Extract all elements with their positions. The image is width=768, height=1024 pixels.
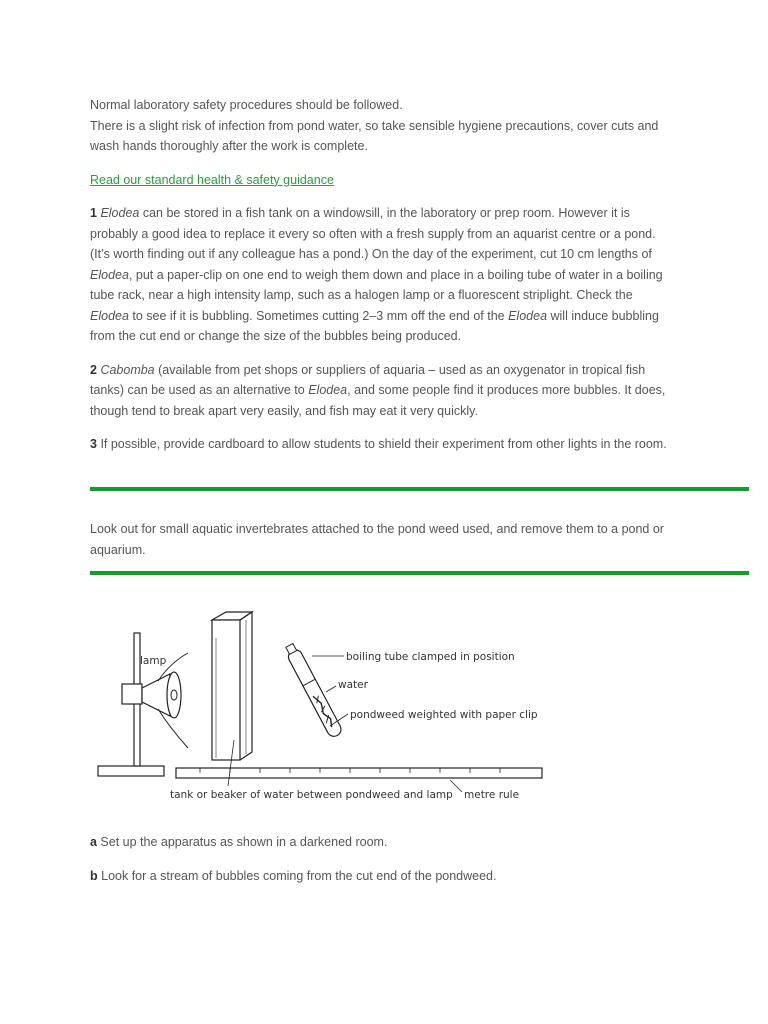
step-b-text: Look for a stream of bubbles coming from the cut end of the pondweed. <box>97 869 497 883</box>
divider-top <box>90 487 749 491</box>
step-a-text: Set up the apparatus as shown in a darkened room. <box>96 835 388 849</box>
note-text-segment: , and some people find it produces more bubbles. It does, though tend to break apart very easily, and fish may eat it very quickly. <box>90 383 666 418</box>
apparatus-diagram <box>90 608 550 808</box>
metre-rule <box>176 768 542 778</box>
health-safety-link[interactable]: Read our standard health & safety guidance <box>90 172 334 187</box>
step-a-letter: a <box>90 835 97 849</box>
stand-base <box>98 766 164 776</box>
species-name: Elodea <box>308 383 348 397</box>
note-3-text <box>100 437 666 451</box>
note-3 <box>90 434 670 455</box>
safety-line-2: There is a slight risk of infection from pond water, so take sensible hygiene precautions, cover cuts and wash hands thoroughly after the work is complete. <box>90 118 659 153</box>
species-name: Elodea <box>508 308 548 323</box>
note-text-segment: will induce bubbling from the cut end or change the size of the bubbles being produced. <box>90 308 659 343</box>
species-name: Elodea <box>100 206 140 220</box>
safety-line-1: Normal laboratory safety procedures should be followed. <box>90 98 403 112</box>
note-3-number: 3 <box>90 437 97 451</box>
species-name: Cabomba <box>100 362 155 377</box>
apparatus-svg <box>90 608 550 808</box>
lamp-shade <box>142 674 170 716</box>
main-content <box>90 95 670 455</box>
note-text-segment: (available from pet shops or suppliers of aquaria – used as an oxygenator in tropical fish tanks) can be used as an alternative to <box>90 362 646 397</box>
note-2 <box>90 360 670 422</box>
note-2-text <box>90 363 665 418</box>
note-text-segment: can be stored in a fish tank on a windowsill, in the laboratory or prep room. However it is probably a good idea to replace it every so often with a fresh supply from an aquarist centre or a pond. (It’s worth finding out if any colleague has a pond.) On the day of the experiment, cut 10 cm lengths of <box>90 206 656 261</box>
note-text-segment: to see if it is bubbling. Sometimes cutting 2–3 mm off the end of the <box>128 308 509 323</box>
step-a <box>90 832 670 853</box>
label-rule: metre rule <box>464 789 520 801</box>
pointer-water <box>326 686 336 692</box>
note-1 <box>90 203 670 347</box>
step-b <box>90 866 670 887</box>
note-2-number: 2 <box>90 362 97 377</box>
divider-bottom <box>90 571 749 575</box>
label-lamp: lamp <box>140 655 167 667</box>
lamp-clamp <box>122 684 142 704</box>
note-1-number: 1 <box>90 206 97 220</box>
species-name: Elodea <box>90 308 129 323</box>
label-pondweed: pondweed weighted with paper clip <box>350 709 538 721</box>
label-tank: tank or beaker of water between pondweed and lamp <box>170 789 453 801</box>
species-name: Elodea <box>90 267 129 282</box>
label-tube: boiling tube clamped in position <box>346 651 515 663</box>
invertebrate-warning: Look out for small aquatic invertebrates attached to the pond weed used, and remove them to a pond or aquarium. <box>90 522 664 557</box>
boiling-tube <box>283 642 343 739</box>
label-water: water <box>338 679 368 691</box>
note-text-segment: , put a paper-clip on one end to weigh them down and place in a boiling tube of water in a boiling tube rack, near a high intensity lamp, such as a halogen lamp or a fluorescent striplight. Check the <box>90 267 663 302</box>
lamp-bulb <box>171 690 177 700</box>
step-b-letter: b <box>90 869 98 883</box>
note-1-text <box>90 206 663 343</box>
note-text-segment: If possible, provide cardboard to allow students to shield their experiment from other lights in the room. <box>100 437 667 451</box>
